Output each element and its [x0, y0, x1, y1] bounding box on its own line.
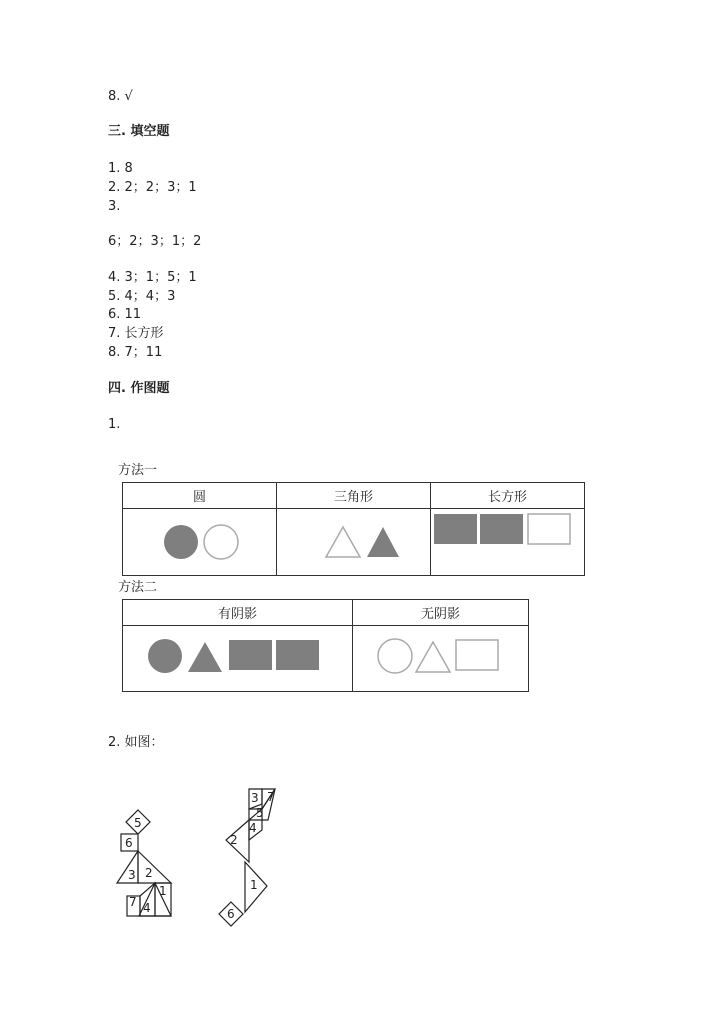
fill-answer-4: 4. 3；1；5；1 — [108, 270, 197, 285]
tangram-figure-1 — [110, 803, 185, 923]
triangle-shapes — [277, 509, 430, 575]
section-3-heading: 三. 填空题 — [108, 124, 170, 139]
triangle-cell — [277, 509, 431, 576]
piece-7-label: 7 — [267, 790, 275, 804]
method-2-table — [122, 599, 529, 692]
piece-1-label: 1 — [250, 878, 258, 892]
shaded-triangle — [367, 527, 399, 557]
header-unshaded: 无阴影 — [353, 600, 529, 626]
header-triangle: 三角形 — [277, 483, 431, 509]
piece-2 — [138, 851, 171, 883]
header-circle: 圆 — [123, 483, 277, 509]
rectangle-cell — [431, 509, 585, 576]
question-1-label: 1. — [108, 417, 121, 432]
fill-answer-7: 7. 长方形 — [108, 326, 164, 341]
fill-answer-3: 3. — [108, 199, 121, 214]
shaded-triangle — [188, 642, 222, 672]
piece-3-label: 3 — [251, 791, 259, 805]
method-1-table — [122, 482, 585, 576]
piece-1-label: 1 — [159, 884, 167, 898]
unshaded-shapes — [353, 626, 528, 691]
piece-2-label: 2 — [230, 833, 238, 847]
method-1-label: 方法一 — [118, 463, 158, 478]
tangram-figure-2 — [215, 783, 285, 928]
shaded-rectangle-1 — [229, 640, 272, 670]
unshaded-triangle — [416, 642, 450, 672]
piece-5-label: 5 — [256, 806, 264, 820]
shaded-cell — [123, 626, 353, 692]
fill-answer-2: 2. 2；2；3；1 — [108, 180, 197, 195]
piece-7-label: 7 — [129, 895, 137, 909]
unshaded-circle — [378, 639, 412, 673]
rectangle-shapes — [431, 509, 584, 575]
piece-6-label: 6 — [125, 836, 133, 850]
circle-cell — [123, 509, 277, 576]
unshaded-circle — [204, 525, 238, 559]
method-2-label: 方法二 — [118, 580, 158, 595]
fill-answer-8: 8. 7；11 — [108, 345, 163, 360]
fill-answer-1: 1. 8 — [108, 161, 133, 176]
piece-2-label: 2 — [145, 866, 153, 880]
section-4-heading: 四. 作图题 — [108, 381, 170, 396]
fill-answer-6: 6. 11 — [108, 307, 142, 322]
unshaded-triangle — [326, 527, 360, 557]
shaded-rectangle-2 — [276, 640, 319, 670]
shaded-circle — [164, 525, 198, 559]
piece-3-label: 3 — [128, 868, 136, 882]
header-rectangle: 长方形 — [431, 483, 585, 509]
unshaded-rectangle — [528, 514, 570, 544]
piece-4-label: 4 — [143, 901, 151, 915]
piece-4-label: 4 — [249, 821, 257, 835]
piece-5-label: 5 — [134, 816, 142, 830]
unshaded-cell — [353, 626, 529, 692]
fill-answer-5: 5. 4；4；3 — [108, 289, 176, 304]
question-2-label: 2. 如图： — [108, 735, 164, 750]
piece-6-label: 6 — [227, 907, 235, 921]
shaded-shapes — [123, 626, 352, 691]
header-shaded: 有阴影 — [123, 600, 353, 626]
answer-8: 8. √ — [108, 89, 133, 104]
shaded-rectangle-1 — [434, 514, 477, 544]
shaded-circle — [148, 639, 182, 673]
shaded-rectangle-2 — [480, 514, 523, 544]
circle-shapes — [123, 509, 276, 575]
fill-answer-3-value: 6；2；3；1；2 — [108, 234, 202, 249]
unshaded-rectangle — [456, 640, 498, 670]
